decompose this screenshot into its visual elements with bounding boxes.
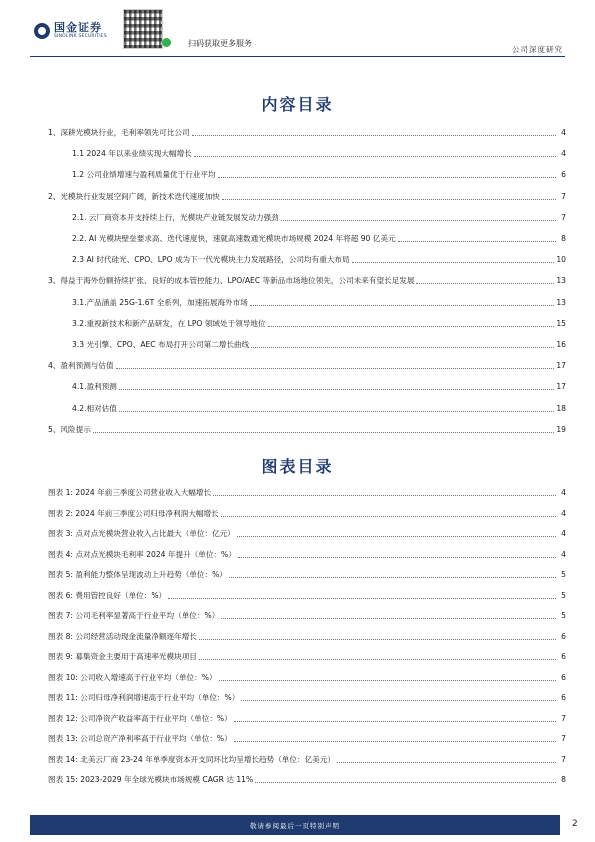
entry-page-number: 17 [556,382,566,392]
dot-leader [416,283,554,284]
dot-leader [199,639,556,640]
entry-page-number: 7 [561,754,566,764]
entry-title: 图表 7: 公司毛利率显著高于行业平均（单位：%） [48,611,220,620]
logo-mark-icon [34,23,50,39]
page-number: 2 [572,819,578,829]
dot-leader [221,516,556,517]
entry-title: 图表 13: 公司总资产净利率高于行业平均（单位：%） [48,734,232,743]
figure-entry[interactable] [48,652,566,662]
figure-entry[interactable] [48,529,566,539]
dot-leader [116,368,555,369]
entry-title: 1.2 公司业绩增速与盈利质量优于行业平均 [72,170,216,180]
entry-page-number: 15 [556,318,566,328]
entry-page-number: 10 [556,255,566,265]
entry-page-number: 6 [561,631,566,641]
dot-leader [168,598,556,599]
dot-leader [238,557,556,558]
entry-title: 图表 15: 2023-2029 年全球光模块市场规模 CAGR 达 11% [48,775,254,784]
entry-page-number: 18 [556,403,566,413]
entry-title: 1.1 2024 年以来业绩实现大幅增长 [72,149,192,159]
page-header [0,0,595,62]
entry-page-number: 4 [561,549,566,559]
entry-page-number: 19 [556,424,566,434]
dot-leader [251,347,554,348]
figure-entry[interactable] [48,673,566,683]
dot-leader [241,700,556,701]
entry-page-number: 4 [561,529,566,538]
figure-entry[interactable] [48,550,566,560]
contents-entry[interactable] [48,425,566,435]
logo-name-cn: 国金证券 [54,21,102,34]
figure-entry[interactable] [48,714,566,724]
figure-entry[interactable] [48,693,566,703]
entry-page-number: 6 [561,693,566,702]
figure-entry[interactable] [48,611,566,621]
contents-entry[interactable] [72,255,566,265]
dot-leader [234,721,556,722]
entry-page-number: 4 [561,128,566,137]
contents-entry[interactable] [72,298,566,308]
wechat-badge-icon [162,38,171,47]
entry-title: 图表 11: 公司归母净利润增速高于行业平均（单位：%） [48,693,240,702]
entry-title: 3、得益于海外份额持续扩张、良好的成本管控能力、LPO/AEC 等新品市场地位领先，公司未来有望长足发展 [48,276,415,286]
contents-entry[interactable] [72,382,566,392]
contents-entry[interactable] [72,234,566,244]
entry-title: 图表 12: 公司净资产收益率高于行业平均（单位：%） [48,713,232,723]
entry-page-number: 13 [556,297,566,307]
report-type-label: 公司深度研究 [512,45,563,54]
contents-entry[interactable] [72,340,566,350]
entry-page-number: 6 [561,672,566,682]
entry-title: 4.2.相对估值 [72,403,117,413]
dot-leader [199,659,556,660]
contents-entry[interactable] [72,149,566,159]
contents-entry[interactable] [72,404,566,414]
entry-title: 图表 8: 公司经营活动现金流量净额逐年增长 [48,631,197,641]
entry-page-number: 5 [561,590,566,600]
entry-page-number: 6 [561,652,566,661]
dot-leader [234,741,556,742]
figure-entry[interactable] [48,509,566,519]
entry-page-number: 8 [561,234,566,243]
entry-title: 1、深耕光模块行业，毛利率领先可比公司 [48,128,190,137]
entry-page-number: 4 [561,488,566,497]
entry-page-number: 16 [556,340,566,349]
entry-page-number: 5 [561,570,566,579]
entry-title: 4、盈利预测与估值 [48,361,114,371]
entry-page-number: 7 [561,713,566,723]
dot-leader [237,536,556,537]
figure-entry[interactable] [48,488,566,498]
entry-title: 图表 14: 北美云厂商 23-24 年单季度资本开支同环比均呈增长趋势（单位：亿美元） [48,754,335,764]
page-footer [0,815,595,842]
entry-title: 3.3 光引擎、CPO、AEC 布局打开公司第二增长曲线 [72,340,250,349]
disclaimer-notice: 敬请参阅最后一页特别声明 [250,822,340,830]
contents-entry[interactable] [72,170,566,180]
contents-entry[interactable] [72,319,566,329]
figure-entry[interactable] [48,632,566,642]
contents-entry[interactable] [72,213,566,223]
dot-leader [93,432,555,433]
qr-caption: 扫码获取更多服务 [188,39,252,48]
entry-page-number: 7 [561,212,566,222]
entry-title: 图表 10: 公司收入增速高于行业平均（单位：%） [48,672,217,682]
figure-entry[interactable] [48,591,566,601]
dot-leader [352,262,555,263]
contents-entry[interactable] [48,128,566,138]
entry-title: 图表 6: 费用管控良好（单位：%） [48,590,167,600]
dot-leader [119,411,554,412]
dot-leader [221,618,556,619]
dot-leader [119,389,554,390]
figure-entry[interactable] [48,570,566,580]
dot-leader [218,177,556,178]
contents-entry[interactable] [48,192,566,202]
entry-title: 5、风险提示 [48,424,91,434]
entry-page-number: 7 [561,191,566,201]
company-logo [34,22,107,40]
figures-title: 图表目录 [261,457,334,476]
entry-page-number: 17 [556,361,566,371]
entry-page-number: 8 [561,775,566,784]
dot-leader [229,577,556,578]
dot-leader [213,495,556,496]
dot-leader [222,199,556,200]
dot-leader [250,305,555,306]
figure-entry[interactable] [48,755,566,765]
dot-leader [337,762,556,763]
figure-entry[interactable] [48,775,566,785]
entry-title: 图表 4: 点对点光模块毛利率 2024 年提升（单位：%） [48,549,236,559]
entry-title: 4.1.盈利预测 [72,382,117,392]
entry-title: 2.1. 云厂商资本开支持续上行，光模块产业链发展发动力强劲 [72,212,279,222]
figure-entry[interactable] [48,734,566,744]
entry-page-number: 4 [561,149,566,159]
entry-title: 图表 2: 2024 年前三季度公司归母净利润大幅增长 [48,508,219,518]
entry-title: 图表 5: 盈利能力整体呈现波动上升趋势（单位：%） [48,570,227,579]
entry-title: 2.2. AI 光模块壁垒要求高、迭代速度快，速就高速数通光模块市场规模 2024 年将超 90 亿美元 [72,234,396,243]
header-divider [30,56,565,57]
dot-leader [194,156,556,157]
contents-entry[interactable] [48,276,566,286]
dot-leader [398,241,556,242]
logo-name-en: SINOLINK SECURITIES [54,34,107,39]
contents-entry[interactable] [48,361,566,371]
dot-leader [219,680,556,681]
entry-page-number: 6 [561,170,566,180]
entry-page-number: 13 [556,276,566,286]
entry-title: 图表 3: 点对点光模块营业收入占比最大（单位：亿元） [48,529,235,538]
contents-title: 内容目录 [261,95,334,114]
dot-leader [281,220,556,221]
entry-page-number: 5 [561,611,566,620]
entry-title: 图表 9: 募集资金主要用于高速率光模块项目 [48,652,197,661]
entry-page-number: 4 [561,508,566,518]
entry-title: 2.3 AI 时代硅光、CPO、LPO 成为下一代光模块主力发展路径，公司均有重大布局 [72,255,350,265]
entry-title: 2、光模块行业发展空间广阔，新技术迭代速度加快 [48,191,220,201]
dot-leader [268,326,555,327]
dot-leader [255,782,556,783]
entry-title: 3.1.产品涵盖 25G-1.6T 全系列，加速拓展海外市场 [72,297,248,307]
dot-leader [192,135,556,136]
entry-page-number: 7 [561,734,566,743]
qr-code-icon [123,9,163,49]
entry-title: 3.2.重视新技术和新产品研发，在 LPO 领域处于领导地位 [72,318,266,328]
entry-title: 图表 1: 2024 年前三季度公司营业收入大幅增长 [48,488,212,497]
